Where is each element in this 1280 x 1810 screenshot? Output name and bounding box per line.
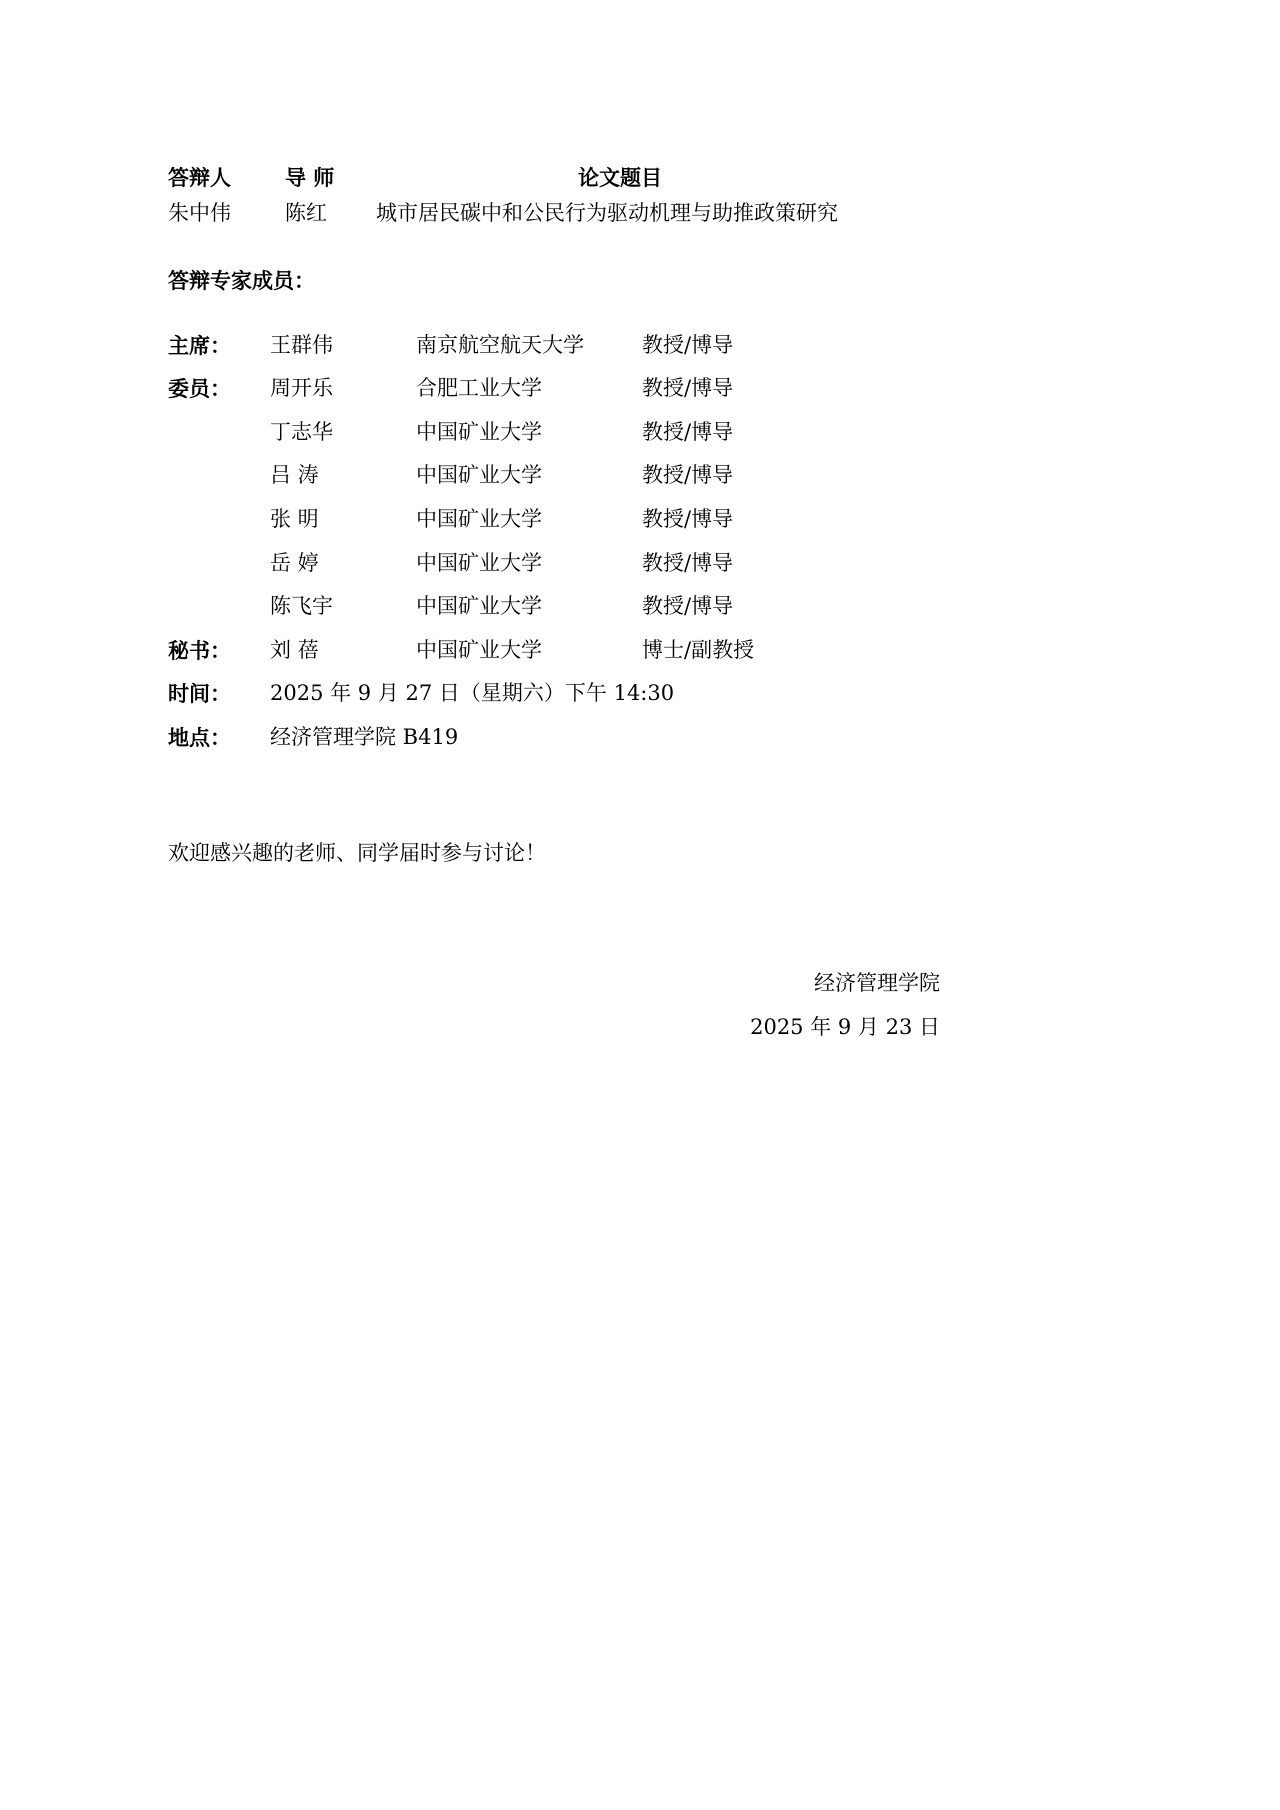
advisor-name: 陈红 (285, 201, 327, 225)
chair-role: 主席： (168, 333, 231, 358)
secretary-name: 刘 蓓 (270, 638, 319, 662)
member-institution: 中国矿业大学 (416, 594, 542, 618)
member-position: 教授/博导 (642, 507, 734, 531)
member-position: 教授/博导 (642, 420, 734, 444)
chair-position: 教授/博导 (642, 333, 734, 357)
header-thesis-title: 论文题目 (578, 165, 662, 190)
secretary-institution: 中国矿业大学 (416, 638, 542, 662)
thesis-title: 城市居民碳中和公民行为驱动机理与助推政策研究 (376, 201, 838, 225)
signature-org: 经济管理学院 (814, 971, 940, 995)
header-respondent: 答辩人 (168, 165, 231, 190)
member-institution: 中国矿业大学 (416, 420, 542, 444)
secretary-role: 秘书： (168, 638, 231, 663)
member-position: 教授/博导 (642, 594, 734, 618)
time-label: 时间： (168, 681, 231, 706)
member-position: 教授/博导 (642, 463, 734, 487)
member-institution: 合肥工业大学 (416, 376, 542, 400)
time-value: 2025 年 9 月 27 日（星期六）下午 14:30 (270, 681, 675, 705)
member-institution: 中国矿业大学 (416, 551, 542, 575)
member-institution: 中国矿业大学 (416, 463, 542, 487)
place-label: 地点： (168, 725, 231, 750)
chair-institution: 南京航空航天大学 (416, 333, 584, 357)
member-name: 张 明 (270, 507, 319, 531)
members-role: 委员： (168, 376, 231, 401)
respondent-name: 朱中伟 (168, 201, 231, 225)
chair-name: 王群伟 (270, 333, 333, 357)
member-name: 丁志华 (270, 420, 333, 444)
member-position: 教授/博导 (642, 551, 734, 575)
invitation-text: 欢迎感兴趣的老师、同学届时参与讨论！ (168, 841, 546, 865)
member-name: 周开乐 (270, 376, 333, 400)
member-name: 吕 涛 (270, 463, 319, 487)
member-name: 陈飞宇 (270, 594, 333, 618)
secretary-position: 博士/副教授 (642, 638, 755, 662)
committee-heading: 答辩专家成员： (168, 268, 315, 293)
member-position: 教授/博导 (642, 376, 734, 400)
signature-date: 2025 年 9 月 23 日 (750, 1015, 940, 1039)
place-value: 经济管理学院 B419 (270, 725, 459, 749)
header-advisor: 导 师 (285, 165, 335, 190)
member-institution: 中国矿业大学 (416, 507, 542, 531)
member-name: 岳 婷 (270, 551, 319, 575)
